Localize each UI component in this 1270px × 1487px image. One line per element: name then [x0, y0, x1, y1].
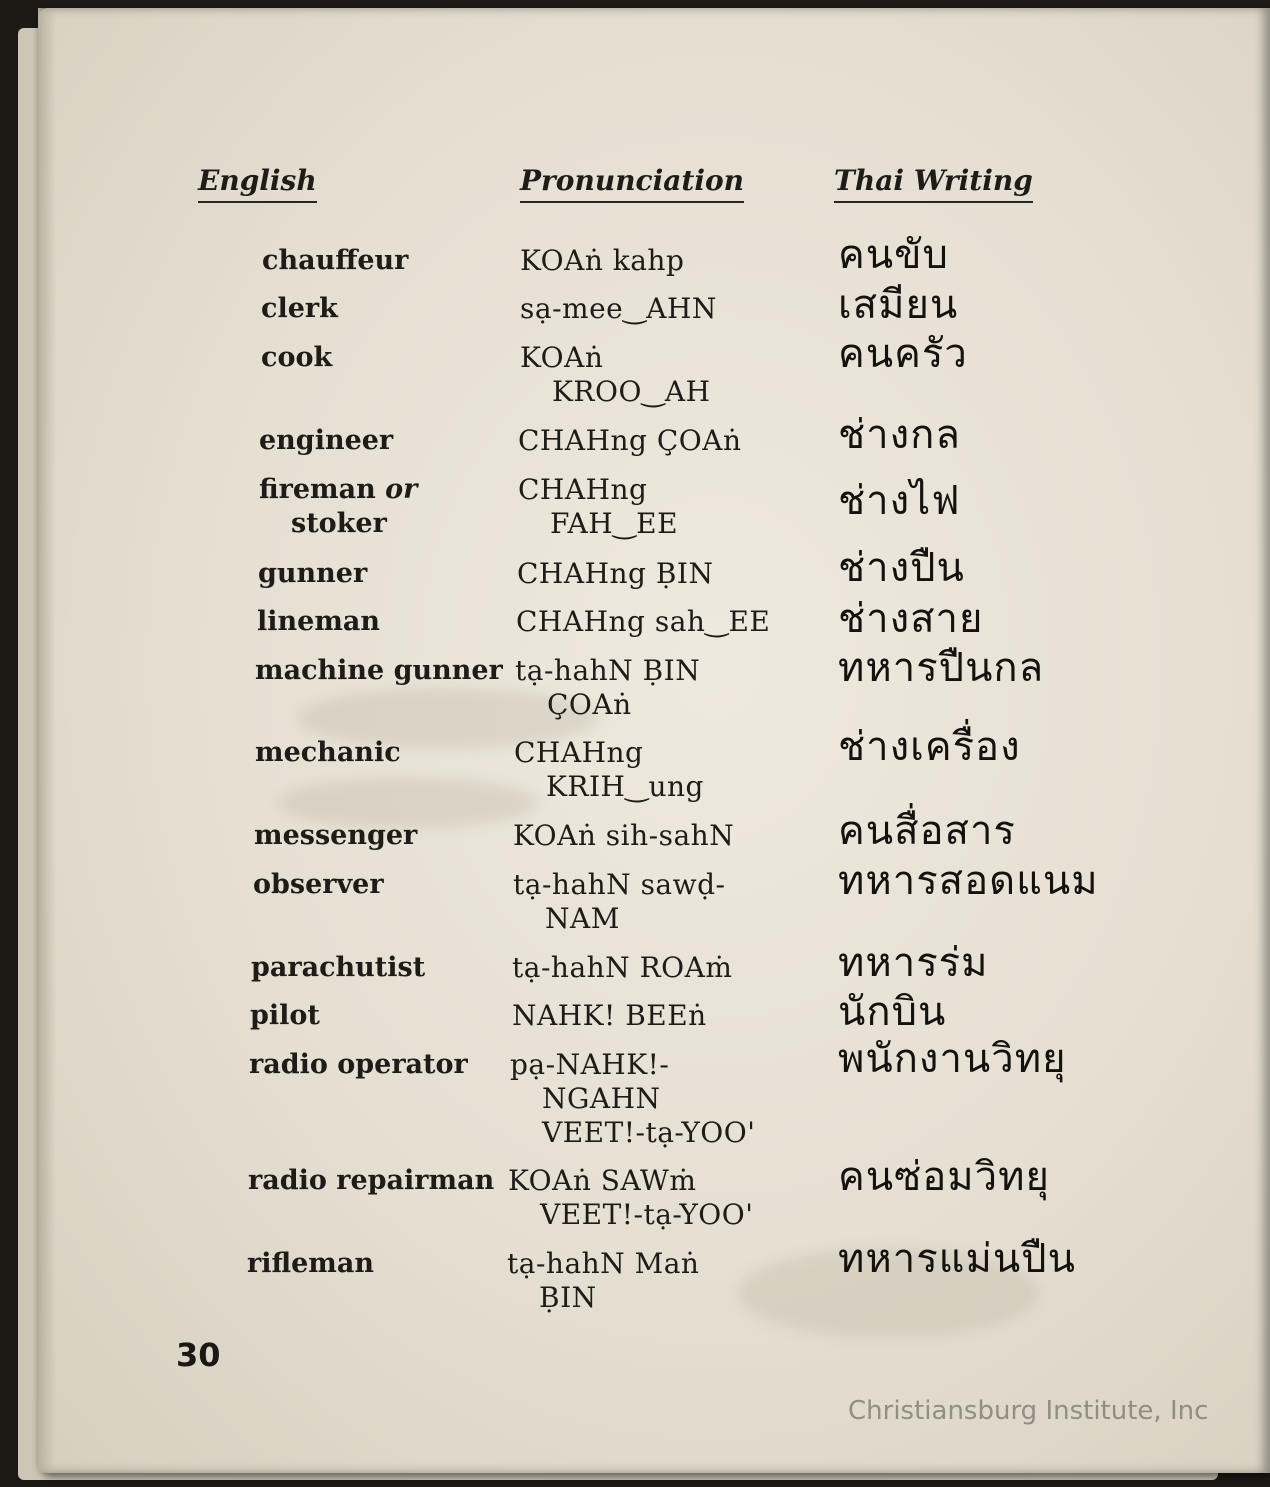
pronunciation-text — [517, 557, 713, 591]
pronunciation-line: pạ-NAHK!- — [510, 1048, 670, 1081]
pronunciation-line: NGAHN — [542, 1082, 661, 1115]
pronunciation-line: NAHK! BEEṅ — [512, 999, 707, 1032]
pronunciation-line: CHAHng ÇOAṅ — [518, 424, 742, 457]
english-term: mechanic — [255, 737, 401, 768]
pronunciation-line: VEET!-tạ-YOO' — [540, 1198, 754, 1231]
pronunciation-line: NAM — [545, 902, 620, 935]
pronunciation-text — [520, 244, 684, 278]
pronunciation-line: tạ-hahN Maṅ — [507, 1247, 700, 1280]
thai-writing: พนักงานวิทยุ — [838, 1036, 1067, 1082]
pronunciation-text — [510, 1048, 755, 1150]
pronunciation-line: FAH‿EE — [550, 507, 679, 540]
thai-writing: ช่างกล — [838, 412, 961, 458]
pronunciation-text — [520, 292, 717, 326]
header-pronunciation: Pronunciation — [520, 164, 744, 203]
pronunciation-line: tạ-hahN ROAṁ — [512, 951, 733, 984]
pronunciation-line: KRIH‿ung — [546, 770, 704, 803]
thai-writing: เสมียน — [838, 282, 959, 328]
thai-writing: ทหารร่ม — [838, 940, 989, 986]
pronunciation-line: ÇOAṅ — [547, 688, 632, 721]
english-term: messenger — [254, 820, 418, 851]
pronunciation-text — [518, 424, 741, 458]
pronunciation-line: tạ-hahN sawḍ- — [513, 868, 726, 901]
pronunciation-text — [513, 819, 734, 853]
thai-writing: คนครัว — [838, 331, 968, 377]
thai-writing: ช่างสาย — [838, 596, 984, 642]
english-term-main: fireman — [259, 474, 376, 505]
english-term: radio operator — [249, 1049, 468, 1080]
thai-writing: ช่างปืน — [838, 545, 965, 591]
pronunciation-line: sạ-mee‿AHN — [520, 292, 717, 325]
pronunciation-text — [520, 341, 711, 409]
pronunciation-text — [515, 654, 700, 722]
english-term: machine gunner — [255, 655, 503, 686]
pronunciation-line: CHAHng sah‿EE — [516, 605, 771, 638]
english-term: gunner — [258, 558, 368, 589]
english-term: pilot — [250, 1000, 320, 1031]
english-term-continuation: stoker — [291, 508, 387, 539]
pronunciation-line: KOAṅ sih-sahN — [513, 819, 735, 852]
pronunciation-line: KOAṅ SAWṁ — [508, 1164, 697, 1197]
pronunciation-line: CHAHng ḄIN — [517, 557, 714, 590]
english-term: observer — [253, 869, 384, 900]
pronunciation-line: ḄIN — [539, 1281, 597, 1314]
thai-writing: ช่างเครื่อง — [838, 724, 1021, 770]
pronunciation-text — [513, 868, 725, 936]
pronunciation-line: CHAHng — [518, 473, 648, 506]
english-term-or: or — [385, 474, 418, 505]
page-number: 30 — [176, 1336, 221, 1374]
pronunciation-line: KROO‿AH — [552, 375, 711, 408]
pronunciation-text — [508, 1164, 753, 1232]
header-thai-writing: Thai Writing — [834, 164, 1033, 203]
thai-writing: นักบิน — [838, 989, 947, 1035]
pronunciation-line: VEET!-tạ-YOO' — [542, 1116, 756, 1149]
thai-writing: คนซ่อมวิทยุ — [838, 1154, 1050, 1200]
thai-writing: ทหารสอดแนม — [838, 858, 1099, 904]
thai-writing: คนสื่อสาร — [838, 808, 1016, 854]
english-term: rifleman — [247, 1248, 374, 1279]
thai-writing: คนขับ — [838, 232, 949, 278]
thai-writing: ทหารแม่นปืน — [838, 1236, 1076, 1282]
pronunciation-line: tạ-hahN ḄIN — [515, 654, 701, 687]
english-term: radio repairman — [248, 1165, 495, 1196]
page-spine-shadow — [38, 8, 56, 1473]
english-term: cook — [261, 342, 333, 373]
pronunciation-line: KOAṅ kahp — [520, 244, 685, 277]
english-term: lineman — [257, 606, 381, 637]
english-term: engineer — [259, 425, 394, 456]
header-english: English — [198, 164, 317, 203]
thai-writing: ทหารปืนกล — [838, 645, 1045, 691]
pronunciation-text — [507, 1247, 699, 1315]
pronunciation-text — [512, 951, 732, 985]
pronunciation-line: CHAHng — [514, 736, 644, 769]
pronunciation-text — [518, 473, 678, 541]
pronunciation-text — [512, 999, 707, 1033]
english-term: chauffeur — [262, 245, 409, 276]
english-term — [259, 473, 417, 541]
watermark-text: Christiansburg Institute, Inc — [848, 1396, 1209, 1426]
pronunciation-line: KOAṅ — [520, 341, 604, 374]
pronunciation-text — [516, 605, 770, 639]
thai-writing: ช่างไฟ — [838, 478, 961, 524]
english-term: clerk — [261, 293, 338, 324]
pronunciation-text — [514, 736, 704, 804]
english-term: parachutist — [251, 952, 426, 983]
